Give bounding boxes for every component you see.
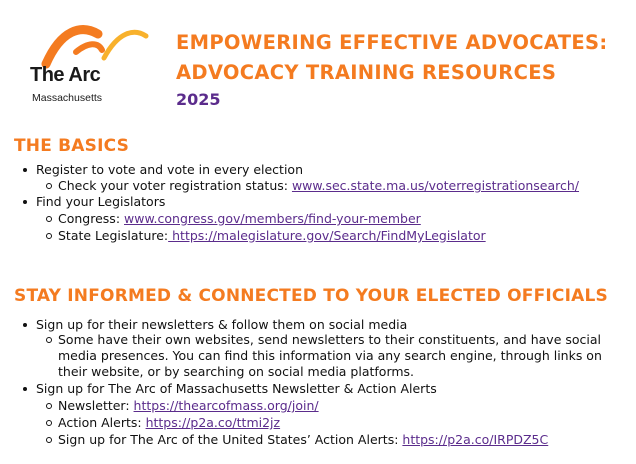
list-item-action-alerts [58, 415, 628, 431]
list-item-congress [58, 211, 628, 227]
informed-heading: STAY INFORMED & CONNECTED TO YOUR ELECTED OFFICIALS [14, 286, 608, 306]
list-item-check-status [58, 178, 628, 194]
page-title [176, 28, 607, 88]
state-legislature-label: State Legislature: [58, 228, 169, 243]
title-line-2: ADVOCACY TRAINING RESOURCES [176, 61, 557, 84]
action-alerts-label: Action Alerts: [58, 415, 146, 430]
congress-link[interactable]: www.congress.gov/members/find-your-member [124, 211, 421, 226]
list-item-us-alerts [58, 432, 628, 448]
state-legislature-link[interactable]: https://malegislature.gov/Search/FindMyLegislator [168, 228, 486, 243]
action-alerts-link[interactable]: https://p2a.co/ttmi2jz [145, 415, 281, 430]
voter-registration-link[interactable]: www.sec.state.ma.us/voterregistrationsearch/ [291, 178, 580, 193]
arc-logo [26, 22, 156, 108]
year-label: 2025 [176, 90, 221, 109]
logo-name: The Arc [30, 64, 101, 86]
title-line-1: EMPOWERING EFFECTIVE ADVOCATES: [176, 31, 608, 54]
newsletter-label: Newsletter: [58, 398, 134, 413]
list-item-websites-note: Some have their own websites, send newsletters to their constituents, and have social media presences. You can find this information via any search engine, through links on their website, or by searching on social media platforms. [58, 332, 628, 380]
list-item-state-legislature [58, 228, 628, 244]
basics-heading: THE BASICS [14, 136, 130, 156]
newsletter-link[interactable]: https://thearcofmass.org/join/ [133, 398, 319, 413]
list-item-signup-arc: Sign up for The Arc of Massachusetts Newsletter & Action Alerts [36, 381, 437, 396]
us-alerts-link[interactable]: https://p2a.co/IRPDZ5C [402, 432, 549, 447]
list-item-newsletter [58, 398, 628, 414]
check-status-label: Check your voter registration status: [58, 178, 292, 193]
list-item-find-legislators: Find your Legislators [36, 194, 166, 209]
list-item-register: Register to vote and vote in every election [36, 162, 303, 177]
congress-label: Congress: [58, 211, 124, 226]
list-item-signup-newsletters: Sign up for their newsletters & follow them on social media [36, 317, 408, 332]
logo-subtitle: Massachusetts [32, 92, 103, 104]
us-alerts-label: Sign up for The Arc of the United States’ Action Alerts: [58, 432, 403, 447]
